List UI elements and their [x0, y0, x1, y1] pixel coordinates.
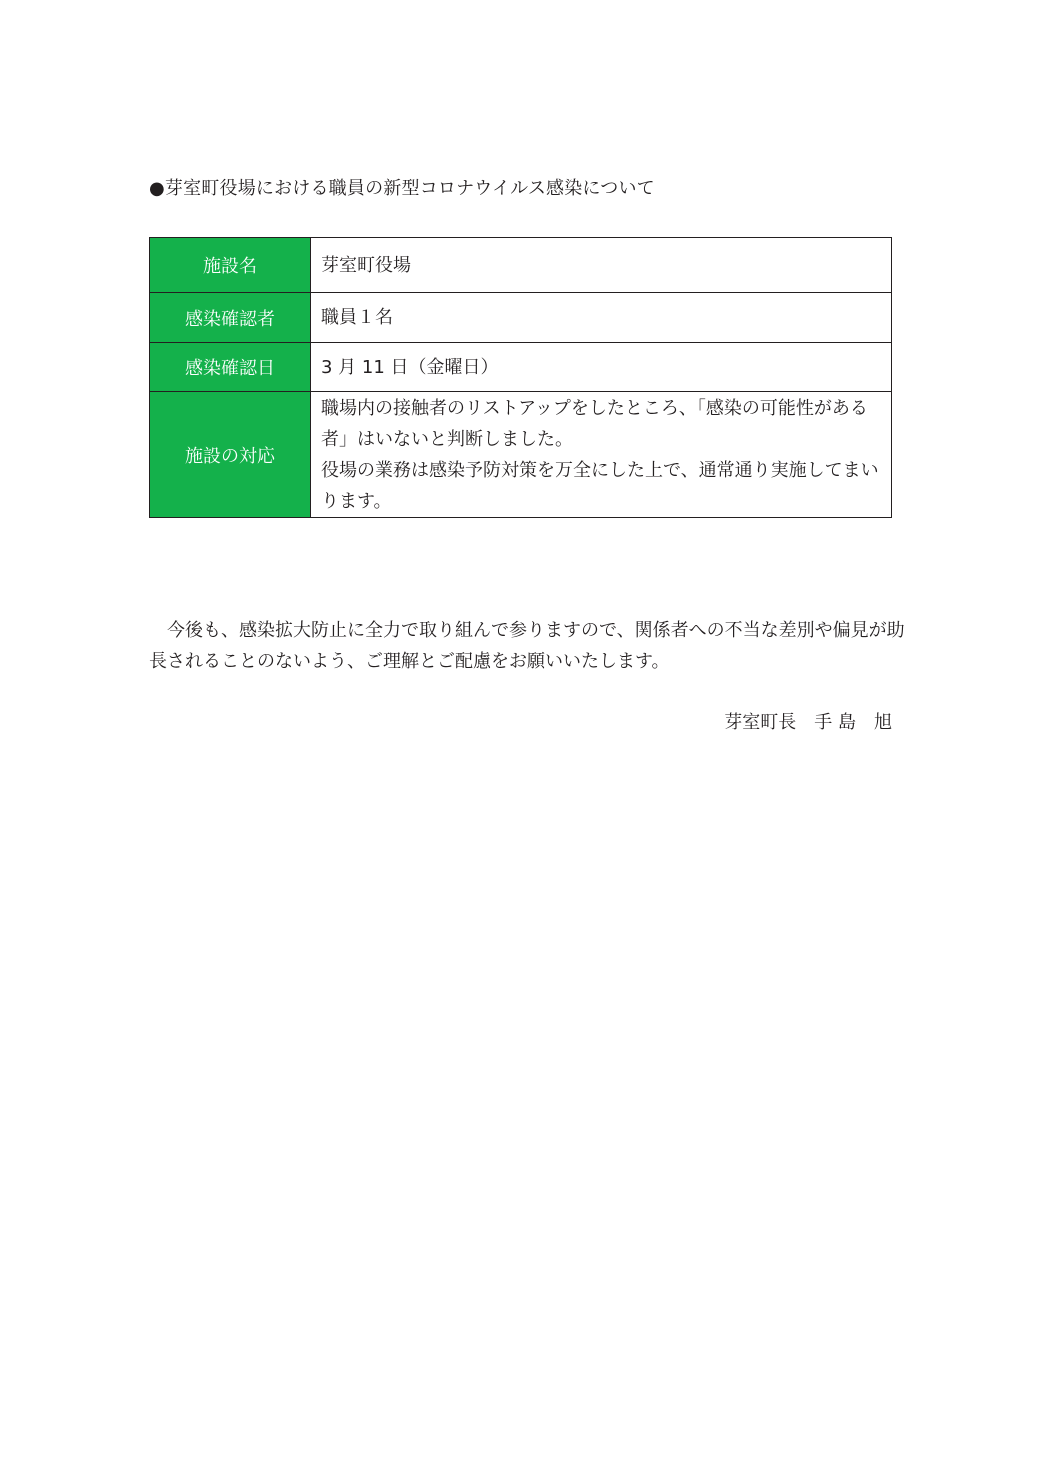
row-label-response: 施設の対応 — [150, 392, 311, 518]
row-value-date — [311, 343, 892, 392]
info-table — [149, 237, 892, 518]
row-value-infected — [311, 293, 892, 343]
row-value-facility — [311, 238, 892, 293]
value-line: 職員１名 — [321, 307, 393, 328]
value-line: 芽室町役場 — [321, 254, 411, 276]
value-line: 職場内の接触者のリストアップをしたところ、「感染の可能性がある — [321, 397, 868, 419]
value-line: 者」はいないと判断しました。 — [321, 428, 573, 450]
value-line: 役場の業務は感染予防対策を万全にした上で、通常通り実施してまい — [321, 459, 879, 481]
table-row — [150, 343, 892, 392]
value-line: ります。 — [321, 490, 392, 512]
row-label-facility: 施設名 — [150, 238, 311, 293]
table-row — [150, 293, 892, 343]
row-value-response — [311, 392, 892, 518]
body-paragraph — [149, 615, 905, 677]
table-row — [150, 238, 892, 293]
row-label-date: 感染確認日 — [150, 343, 311, 392]
table-row — [150, 392, 892, 518]
document-title: ●芽室町役場における職員の新型コロナウイルス感染について — [149, 178, 655, 199]
body-line: 今後も、感染拡大防止に全力で取り組んで参りますので、関係者への不当な差別や偏見が助 — [149, 620, 905, 641]
body-line: 長されることのないよう、ご理解とご配慮をお願いいたします。 — [149, 651, 670, 672]
signature: 芽室町長 手 島 旭 — [724, 712, 892, 733]
row-label-infected: 感染確認者 — [150, 293, 311, 343]
value-line: 3 月 11 日（金曜日） — [321, 356, 499, 378]
